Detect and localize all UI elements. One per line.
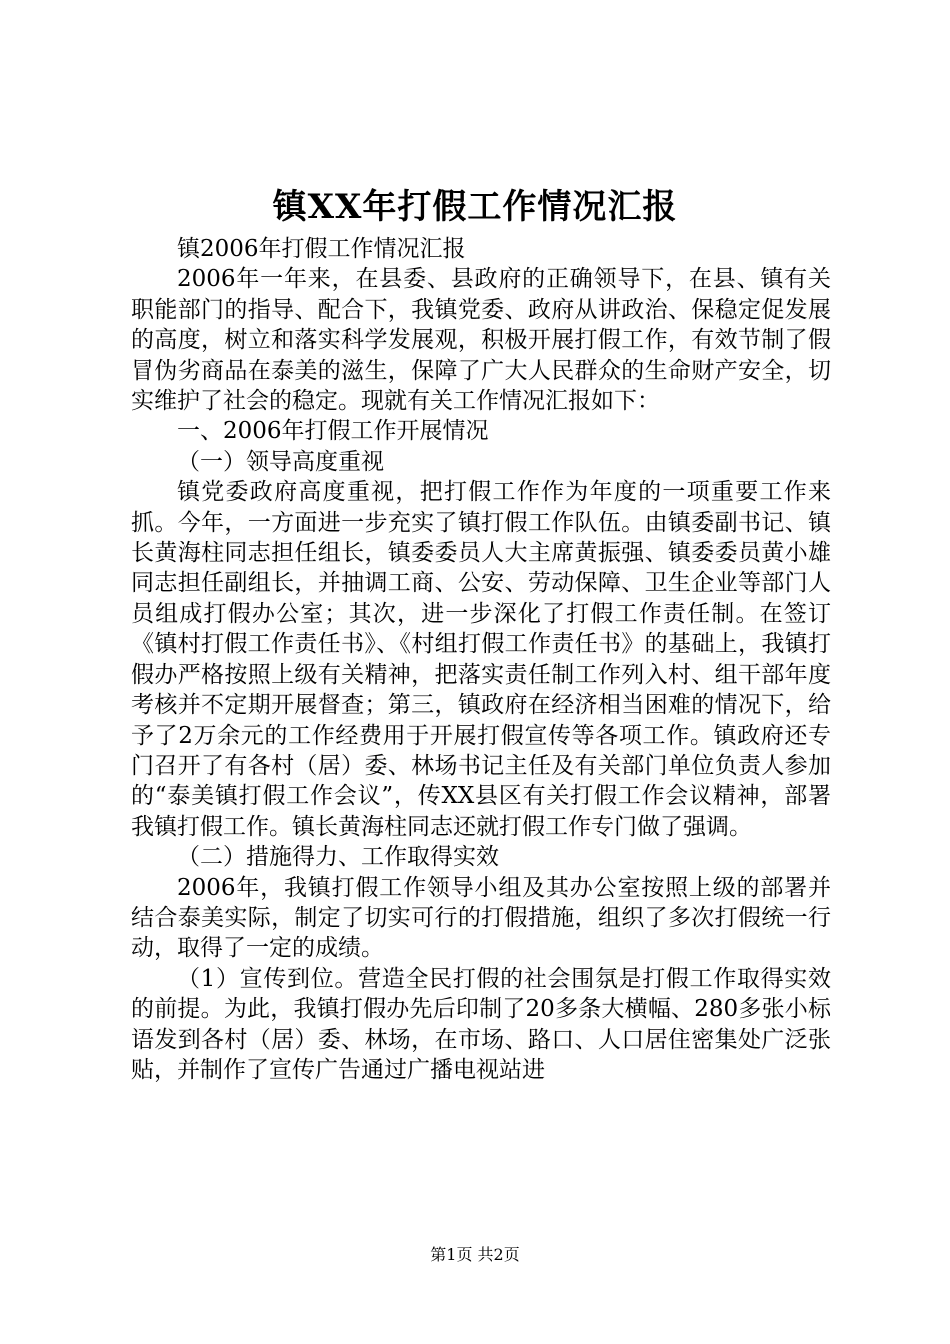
paragraph-measures: 2006年，我镇打假工作领导小组及其办公室按照上级的部署并结合泰美实际，制定了切实可行的打假措施，组织了多次打假统一行动，取得了一定的成绩。: [131, 874, 831, 962]
section-heading-1: 一、2006年打假工作开展情况: [177, 418, 489, 445]
subsection-heading-1: （一）领导高度重视: [177, 448, 384, 475]
document-title: 镇XX年打假工作情况汇报: [272, 187, 678, 227]
paragraph-intro: 2006年一年来，在县委、县政府的正确领导下，在县、镇有关职能部门的指导、配合下，我镇党委、政府从讲政治、保稳定促发展的高度，树立和落实科学发展观，积极开展打假工作，有效节制了假冒伪劣商品在泰美的滋生，保障了广大人民群众的生命财产安全，切实维护了社会的稳定。现就有关工作情况汇报如下：: [131, 266, 831, 415]
paragraph-publicity: （1）宣传到位。营造全民打假的社会围氛是打假工作取得实效的前提。为此，我镇打假办先后印制了20多条大横幅、280多张小标语发到各村（居）委、林场，在市场、路口、人口居住密集处广泛张贴，并制作了宣传广告通过广播电视站进: [131, 965, 831, 1083]
page-footer: 第1页 共2页: [430, 1245, 520, 1264]
document-body: [131, 234, 831, 1085]
paragraph-leadership: 镇党委政府高度重视，把打假工作作为年度的一项重要工作来抓。今年，一方面进一步充实了镇打假工作队伍。由镇委副书记、镇长黄海柱同志担任组长，镇委委员人大主席黄振强、镇委委员黄小雄同志担任副组长，并抽调工商、公安、劳动保障、卫生企业等部门人员组成打假办公室；其次，进一步深化了打假工作责任制。在签订《镇村打假工作责任书》、《村组打假工作责任书》的基础上，我镇打假办严格按照上级有关精神，把落实责任制工作列入村、组干部年度考核并不定期开展督查；第三，镇政府在经济相当困难的情况下，给予了2万余元的工作经费用于开展打假宣传等各项工作。镇政府还专门召开了有各村（居）委、林场书记主任及有关部门单位负责人参加的“泰美镇打假工作会议”，传XX县区有关打假工作会议精神，部署我镇打假工作。镇长黄海柱同志还就打假工作专门做了强调。: [131, 479, 831, 840]
subsection-heading-2: （二）措施得力、工作取得实效: [177, 844, 499, 871]
paragraph-subtitle: 镇2006年打假工作情况汇报: [177, 236, 466, 262]
